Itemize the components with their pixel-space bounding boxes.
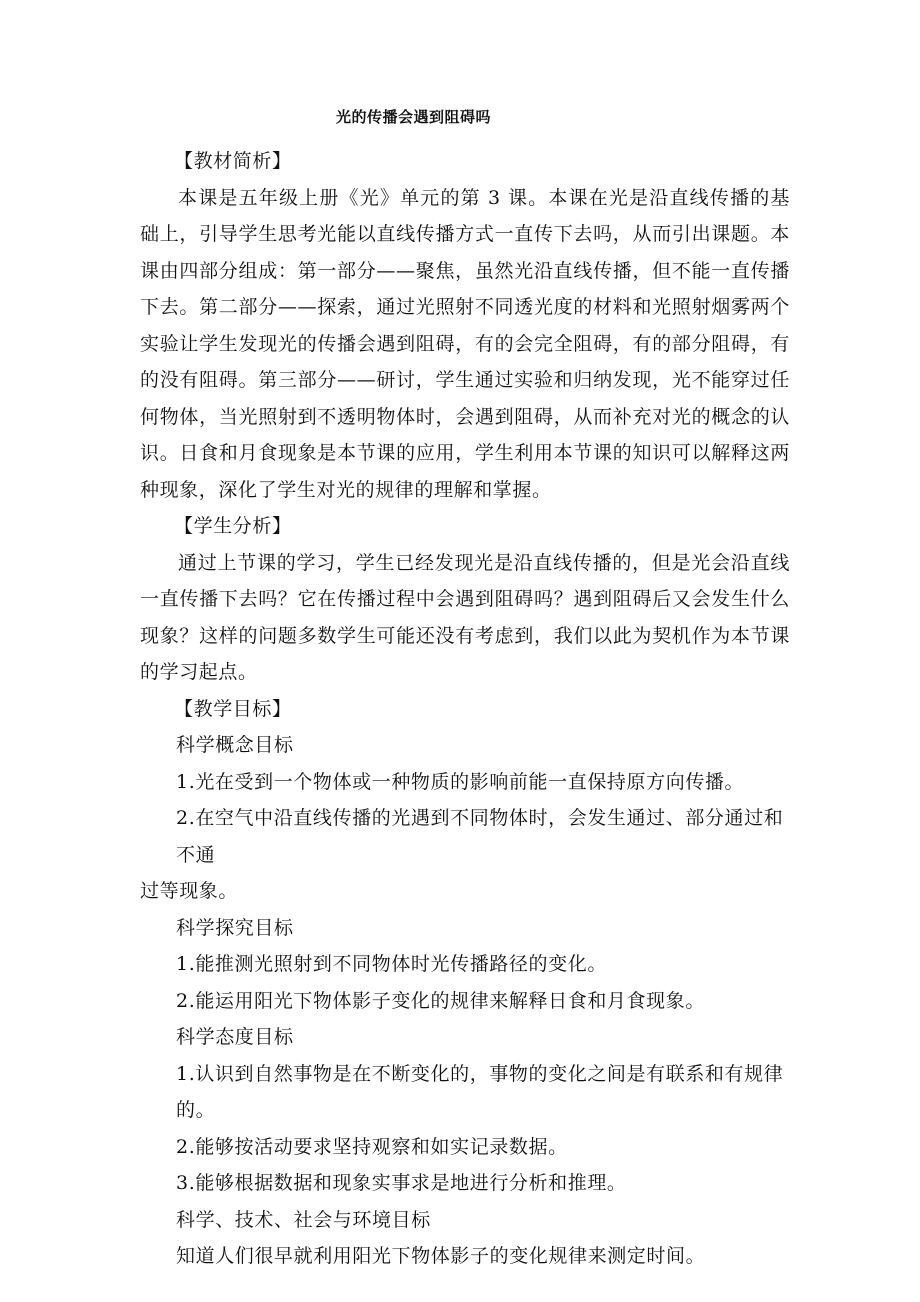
concept-objective-item-2 <box>140 800 790 910</box>
textbook-analysis-paragraph: 本课是五年级上册《光》单元的第 3 课。本课在光是沿直线传播的基础上，引导学生思考光能以直线传播方式一直传下去吗，从而引出课题。本课由四部分组成：第一部分——聚焦，虽然光沿直线传播，但不能一直传播下去。第二部分——探索，通过光照射不同透光度的材料和光照射烟雾两个实验让学生发现光的传播会遇到阻碍，有的会完全阻碍，有的部分阻碍，有的没有阻碍。第三部分——研讨，学生通过实验和归纳发现，光不能穿过任何物体，当光照射到不透明物体时，会遇到阻碍，从而补充对光的概念的认识。日食和月食现象是本节课的应用，学生利用本节课的知识可以解释这两种现象，深化了学生对光的规律的理解和掌握。 <box>140 186 790 501</box>
document-body <box>140 143 790 1275</box>
section-heading-objectives: 【教学目标】 <box>174 697 292 720</box>
concept-objective-label: 科学概念目标 <box>176 734 294 756</box>
attitude-objective-label: 科学态度目标 <box>176 1026 294 1048</box>
attitude-objective-item-2: 2.能够按活动要求坚持观察和如实记录数据。 <box>176 1135 568 1158</box>
concept-objective-item-1: 1.光在受到一个物体或一种物质的影响前能一直保持原方向传播。 <box>176 770 745 793</box>
inquiry-objective-label: 科学探究目标 <box>176 916 294 939</box>
stse-objective-item-1: 知道人们很早就利用阳光下物体影子的变化规律来测定时间。 <box>176 1245 706 1267</box>
section-heading-textbook: 【教材简析】 <box>174 150 292 172</box>
inquiry-objective-item-2: 2.能运用阳光下物体影子变化的规律来解释日食和月食现象。 <box>176 989 705 1012</box>
stse-objective-label: 科学、技术、社会与环境目标 <box>176 1208 431 1231</box>
inquiry-objective-item-1: 1.能推测光照射到不同物体时光传播路径的变化。 <box>176 953 607 975</box>
student-analysis-paragraph: 通过上节课的学习，学生已经发现光是沿直线传播的，但是光会沿直线一直传播下去吗？它在传播过程中会遇到阻碍吗？遇到阻碍后又会发生什么现象？这样的问题多数学生可能还没有考虑到，我们以此为契机作为本节课的学习起点。 <box>140 551 790 683</box>
attitude-objective-item-1: 1.认识到自然事物是在不断变化的，事物的变化之间是有联系和有规律的。 <box>176 1062 784 1121</box>
page-title: 光的传播会遇到阻碍吗 <box>336 108 492 126</box>
attitude-objective-item-3: 3.能够根据数据和现象实事求是地进行分析和推理。 <box>176 1172 627 1194</box>
concept-objective-item-2-line-2: 过等现象。 <box>140 880 239 902</box>
section-heading-students: 【学生分析】 <box>174 515 292 537</box>
concept-objective-item-2-line-1: 2.在空气中沿直线传播的光遇到不同物体时，会发生通过、部分通过和不通 <box>176 807 784 866</box>
